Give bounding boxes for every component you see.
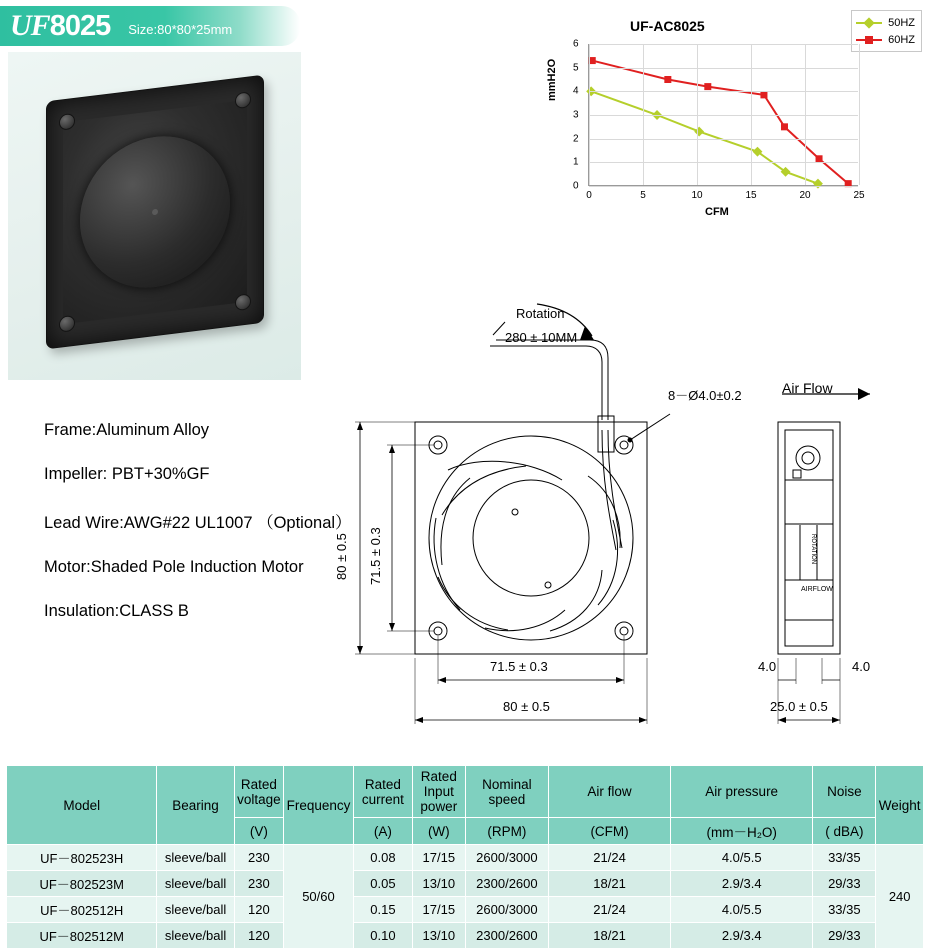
lead-length-label: 280 ± 10MM xyxy=(505,330,578,345)
col-rated-voltage: Rated voltage xyxy=(234,766,283,818)
outer-height-dimension: 80 ± 0.5 xyxy=(334,533,349,580)
legend-item-50hz xyxy=(856,14,915,31)
col-nominal-speed: Nominal speed xyxy=(465,766,548,818)
chart-point-marker xyxy=(813,179,823,189)
cell-power: 17/15 xyxy=(412,897,465,923)
unit-current: (A) xyxy=(353,818,412,845)
legend-diamond-icon xyxy=(863,17,874,28)
chart-y-tick: 1 xyxy=(573,156,579,168)
chart-gridline-horizontal xyxy=(589,186,858,187)
side-left-dimension: 4.0 xyxy=(758,659,777,674)
col-model: Model xyxy=(7,766,157,845)
chart-y-tick: 6 xyxy=(573,38,579,50)
chart-x-tick: 10 xyxy=(691,190,703,201)
inner-width-dimension: 71.5 ± 0.3 xyxy=(490,659,548,674)
chart-point-marker xyxy=(694,127,704,137)
spec-item-insulation: Insulation:CLASS B xyxy=(44,602,189,620)
chart-line-60hz xyxy=(592,61,848,184)
cell-current: 0.08 xyxy=(353,845,412,871)
cell-current: 0.05 xyxy=(353,871,412,897)
chart-gridline-horizontal xyxy=(589,139,858,140)
chart-gridline-horizontal xyxy=(589,44,858,45)
mounting-hole-icon xyxy=(235,293,251,311)
cell-model: UF－802512M xyxy=(7,923,157,949)
cell-noise: 33/35 xyxy=(813,897,876,923)
table-row xyxy=(7,845,924,871)
inner-height-dimension: 71.5 ± 0.3 xyxy=(368,527,383,585)
col-weight: Weight xyxy=(876,766,924,845)
cell-voltage: 120 xyxy=(234,897,283,923)
mounting-hole-icon xyxy=(235,91,251,109)
spec-item-impeller: Impeller: PBT+30%GF xyxy=(44,465,210,483)
fan-housing xyxy=(46,75,264,350)
spec-item-motor: Motor:Shaded Pole Induction Motor xyxy=(44,558,304,576)
unit-noise: ( dBA) xyxy=(813,818,876,845)
chart-plot-area xyxy=(573,38,865,201)
table-header-row xyxy=(7,766,924,818)
cell-speed: 2600/3000 xyxy=(465,897,548,923)
chart-point-marker xyxy=(781,123,788,130)
cell-model: UF－802523M xyxy=(7,871,157,897)
legend-label-60hz: 60HZ xyxy=(888,33,915,46)
chart-title: UF-AC8025 xyxy=(630,18,705,34)
chart-x-tick: 0 xyxy=(586,190,592,201)
drawing-svg xyxy=(330,280,930,750)
chart-gridline-horizontal xyxy=(589,115,858,116)
cell-noise: 33/35 xyxy=(813,845,876,871)
table-header xyxy=(7,766,924,845)
cell-airflow: 18/21 xyxy=(549,923,671,949)
spec-item-frame: Frame:Aluminum Alloy xyxy=(44,421,210,439)
technical-drawing xyxy=(330,280,930,750)
side-right-dimension: 4.0 xyxy=(852,659,871,674)
unit-speed: (RPM) xyxy=(465,818,548,845)
product-photo xyxy=(8,52,301,380)
chart-point-marker xyxy=(664,76,671,83)
col-rated-input-power: Rated Input power xyxy=(412,766,465,818)
chart-x-tick: 5 xyxy=(640,190,646,201)
chart-x-tick: 25 xyxy=(853,190,865,201)
chart-gridline-horizontal xyxy=(589,91,858,92)
cell-power: 13/10 xyxy=(412,871,465,897)
cell-airflow: 21/24 xyxy=(549,897,671,923)
cell-pressure: 2.9/3.4 xyxy=(671,871,813,897)
table-body xyxy=(7,845,924,949)
cell-pressure: 2.9/3.4 xyxy=(671,923,813,949)
outer-width-dimension: 80 ± 0.5 xyxy=(503,699,550,714)
cell-speed: 2300/2600 xyxy=(465,923,548,949)
chart-gridline-horizontal xyxy=(589,162,858,163)
rotation-label: Rotation xyxy=(516,306,565,321)
mounting-hole-icon xyxy=(59,315,75,333)
size-label: Size:80*80*25mm xyxy=(128,21,233,37)
side-depth-dimension: 25.0 ± 0.5 xyxy=(770,699,828,714)
col-bearing: Bearing xyxy=(157,766,234,845)
chart-y-axis-label: mmH2O xyxy=(546,58,558,101)
cell-voltage: 120 xyxy=(234,923,283,949)
cell-weight: 240 xyxy=(876,845,924,949)
col-noise: Noise xyxy=(813,766,876,818)
legend-line-60hz xyxy=(856,39,882,41)
cell-bearing: sleeve/ball xyxy=(157,923,234,949)
performance-chart xyxy=(520,6,930,231)
rotation-text-label: ROTATION xyxy=(810,534,816,565)
cell-bearing: sleeve/ball xyxy=(157,871,234,897)
chart-x-tick: 15 xyxy=(745,190,757,201)
fan-hub xyxy=(80,128,230,296)
legend-label-50hz: 50HZ xyxy=(888,16,915,29)
legend-line-50hz xyxy=(856,22,882,24)
chart-gridline-horizontal xyxy=(589,68,858,69)
cell-noise: 29/33 xyxy=(813,871,876,897)
unit-voltage: (V) xyxy=(234,818,283,845)
col-rated-current: Rated current xyxy=(353,766,412,818)
cell-noise: 29/33 xyxy=(813,923,876,949)
specification-table xyxy=(6,765,924,949)
cell-airflow: 21/24 xyxy=(549,845,671,871)
cell-model: UF－802512H xyxy=(7,897,157,923)
chart-point-marker xyxy=(760,91,767,98)
legend-square-icon xyxy=(865,36,873,44)
table-row xyxy=(7,897,924,923)
chart-x-axis-label: CFM xyxy=(705,206,729,218)
cell-bearing: sleeve/ball xyxy=(157,897,234,923)
legend-item-60hz xyxy=(856,31,915,48)
spec-item-lead-wire: Lead Wire:AWG#22 UL1007 （Optional） xyxy=(44,514,352,532)
col-air-pressure: Air pressure xyxy=(671,766,813,818)
cell-power: 17/15 xyxy=(412,845,465,871)
unit-pressure: (mm－H₂O) xyxy=(671,818,813,845)
chart-point-marker xyxy=(704,83,711,90)
chart-y-tick: 2 xyxy=(573,133,579,145)
chart-point-marker xyxy=(816,155,823,162)
cell-frequency: 50/60 xyxy=(284,845,354,949)
col-frequency: Frequency xyxy=(284,766,354,845)
cell-current: 0.10 xyxy=(353,923,412,949)
chart-y-tick: 5 xyxy=(573,62,579,74)
cell-bearing: sleeve/ball xyxy=(157,845,234,871)
unit-power: (W) xyxy=(412,818,465,845)
cell-voltage: 230 xyxy=(234,871,283,897)
chart-gridline-vertical xyxy=(859,44,860,185)
table-row xyxy=(7,871,924,897)
cell-pressure: 4.0/5.5 xyxy=(671,845,813,871)
cell-voltage: 230 xyxy=(234,845,283,871)
chart-y-tick: 3 xyxy=(573,109,579,121)
product-header-banner xyxy=(0,6,300,46)
chart-y-tick: 0 xyxy=(573,180,579,192)
col-air-flow: Air flow xyxy=(549,766,671,818)
chart-legend xyxy=(851,10,922,52)
brand-logo-uf: UF xyxy=(10,9,50,42)
unit-airflow: (CFM) xyxy=(549,818,671,845)
model-number-label: 8025 xyxy=(49,9,111,42)
cell-speed: 2600/3000 xyxy=(465,845,548,871)
chart-y-tick: 4 xyxy=(573,85,579,97)
hole-spec-label: 8－Ø4.0±0.2 xyxy=(668,388,742,403)
cell-pressure: 4.0/5.5 xyxy=(671,897,813,923)
airflow-text-label: AIRFLOW xyxy=(801,586,833,593)
cell-current: 0.15 xyxy=(353,897,412,923)
cell-power: 13/10 xyxy=(412,923,465,949)
cell-airflow: 18/21 xyxy=(549,871,671,897)
airflow-label: Air Flow xyxy=(782,380,833,396)
table-row xyxy=(7,923,924,949)
cell-model: UF－802523H xyxy=(7,845,157,871)
cell-speed: 2300/2600 xyxy=(465,871,548,897)
chart-x-tick: 20 xyxy=(799,190,811,201)
fan-face xyxy=(63,100,247,325)
